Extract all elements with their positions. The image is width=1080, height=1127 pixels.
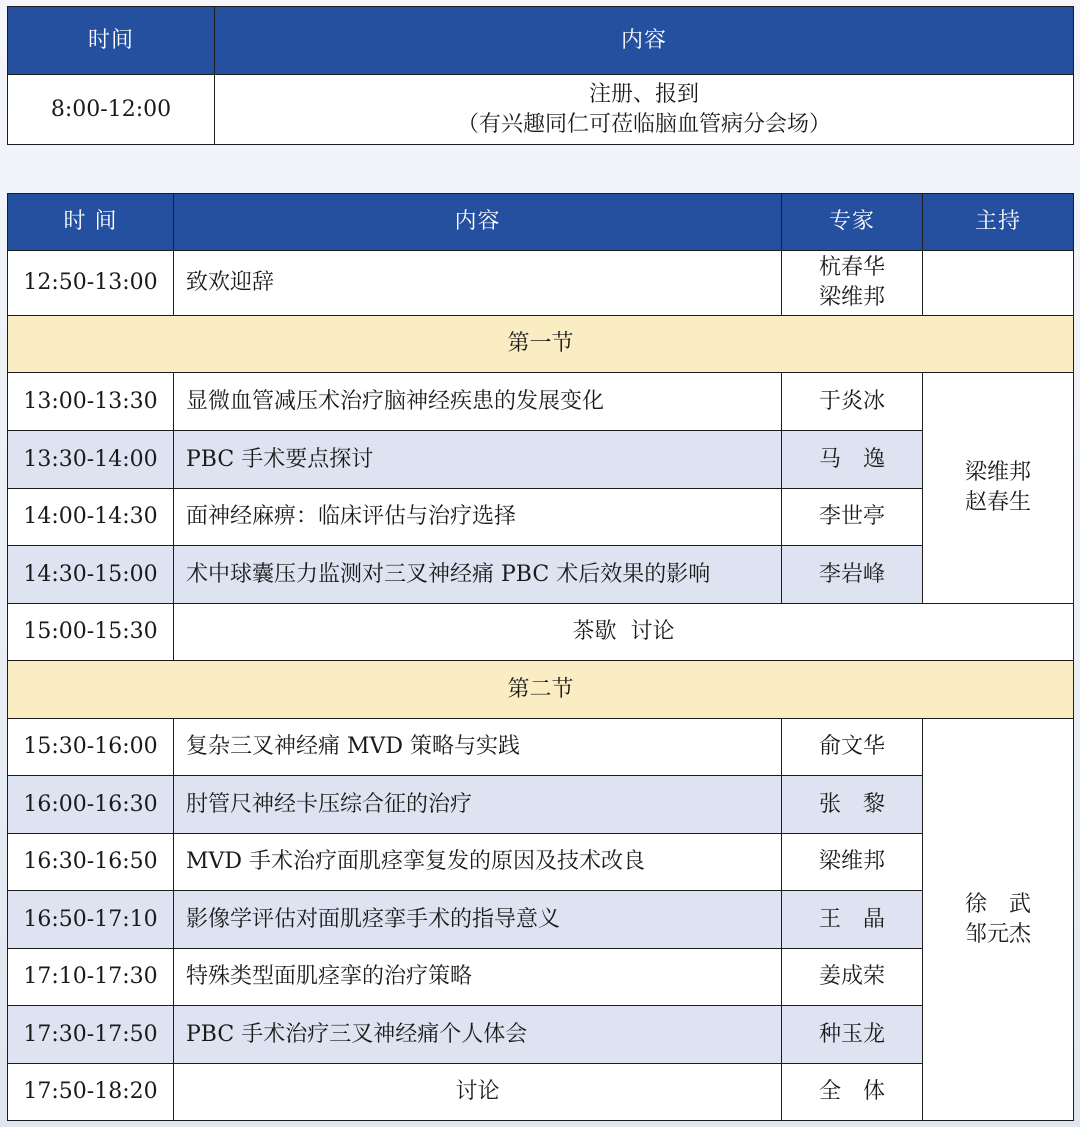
row-content: 显微血管减压术治疗脑神经疾患的发展变化 (174, 373, 782, 431)
row-expert: 李岩峰 (782, 546, 923, 604)
row-content: PBC 手术要点探讨 (174, 431, 782, 489)
table-row (8, 489, 1074, 546)
section2-chairs (923, 719, 1074, 1121)
table-row (8, 776, 1074, 834)
row-content: 术中球囊压力监测对三叉神经痛 PBC 术后效果的影响 (174, 546, 782, 604)
row-time: 13:30-14:00 (8, 431, 174, 489)
break-content: 茶歇 讨论 (174, 604, 1074, 661)
row-expert: 马 逸 (782, 431, 923, 489)
table-row (8, 834, 1074, 891)
schedule-header-row (8, 194, 1074, 251)
section1-chairs (923, 373, 1074, 604)
row-expert: 种玉龙 (782, 1006, 923, 1064)
row-expert: 王 晶 (782, 891, 923, 949)
header-expert: 专家 (782, 194, 923, 251)
row-time: 16:50-17:10 (8, 891, 174, 949)
break-row (8, 604, 1074, 661)
section2-title: 第二节 (8, 661, 1074, 719)
discussion-expert: 全 体 (782, 1064, 923, 1121)
section2-chair-line2: 邹元杰 (964, 921, 1031, 947)
registration-time: 8:00-12:00 (8, 75, 215, 145)
row-content: 特殊类型面肌痉挛的治疗策略 (174, 949, 782, 1006)
row-content: PBC 手术治疗三叉神经痛个人体会 (174, 1006, 782, 1064)
row-time: 16:00-16:30 (8, 776, 174, 834)
schedule-table (7, 193, 1074, 1121)
header-content: 内容 (215, 7, 1074, 75)
discussion-content: 讨论 (174, 1064, 782, 1121)
row-content: MVD 手术治疗面肌痉挛复发的原因及技术改良 (174, 834, 782, 891)
section2-chair-line1: 徐 武 (964, 891, 1031, 917)
welcome-content: 致欢迎辞 (174, 251, 782, 316)
row-expert: 李世亭 (782, 489, 923, 546)
section1-row (8, 316, 1074, 373)
welcome-expert (782, 251, 923, 316)
row-expert: 于炎冰 (782, 373, 923, 431)
row-time: 17:10-17:30 (8, 949, 174, 1006)
table-row (8, 719, 1074, 776)
row-expert: 张 黎 (782, 776, 923, 834)
registration-table (7, 6, 1074, 145)
section1-chair-line1: 梁维邦 (964, 460, 1031, 485)
table-row (8, 546, 1074, 604)
registration-content-line2: （有兴趣同仁可莅临脑血管病分会场） (456, 111, 831, 137)
row-time: 13:00-13:30 (8, 373, 174, 431)
table-row (8, 949, 1074, 1006)
row-content: 肘管尺神经卡压综合征的治疗 (174, 776, 782, 834)
section2-row (8, 661, 1074, 719)
row-expert: 俞文华 (782, 719, 923, 776)
row-time: 14:30-15:00 (8, 546, 174, 604)
table-row (8, 431, 1074, 489)
header-time: 时间 (8, 7, 215, 75)
registration-row (8, 75, 1074, 145)
row-expert: 姜成荣 (782, 949, 923, 1006)
section1-chair-line2: 赵春生 (964, 490, 1031, 515)
section1-title: 第一节 (8, 316, 1074, 373)
break-time: 15:00-15:30 (8, 604, 174, 661)
welcome-row (8, 251, 1074, 316)
welcome-expert-line1: 杭春华 (818, 255, 885, 280)
row-content: 复杂三叉神经痛 MVD 策略与实践 (174, 719, 782, 776)
row-time: 14:00-14:30 (8, 489, 174, 546)
header-time: 时 间 (8, 194, 174, 251)
row-content: 影像学评估对面肌痉挛手术的指导意义 (174, 891, 782, 949)
welcome-time: 12:50-13:00 (8, 251, 174, 316)
row-content: 面神经麻痹：临床评估与治疗选择 (174, 489, 782, 546)
welcome-expert-line2: 梁维邦 (818, 285, 885, 310)
table-row (8, 373, 1074, 431)
row-time: 17:30-17:50 (8, 1006, 174, 1064)
header-content: 内容 (174, 194, 782, 251)
header-chair: 主持 (923, 194, 1074, 251)
discussion-time: 17:50-18:20 (8, 1064, 174, 1121)
registration-content-line1: 注册、报到 (588, 81, 699, 107)
row-expert: 梁维邦 (782, 834, 923, 891)
table-row (8, 1006, 1074, 1064)
registration-content (215, 75, 1074, 145)
discussion-row (8, 1064, 1074, 1121)
welcome-chair (923, 251, 1074, 316)
table-row (8, 891, 1074, 949)
registration-header-row (8, 7, 1074, 75)
row-time: 15:30-16:00 (8, 719, 174, 776)
row-time: 16:30-16:50 (8, 834, 174, 891)
